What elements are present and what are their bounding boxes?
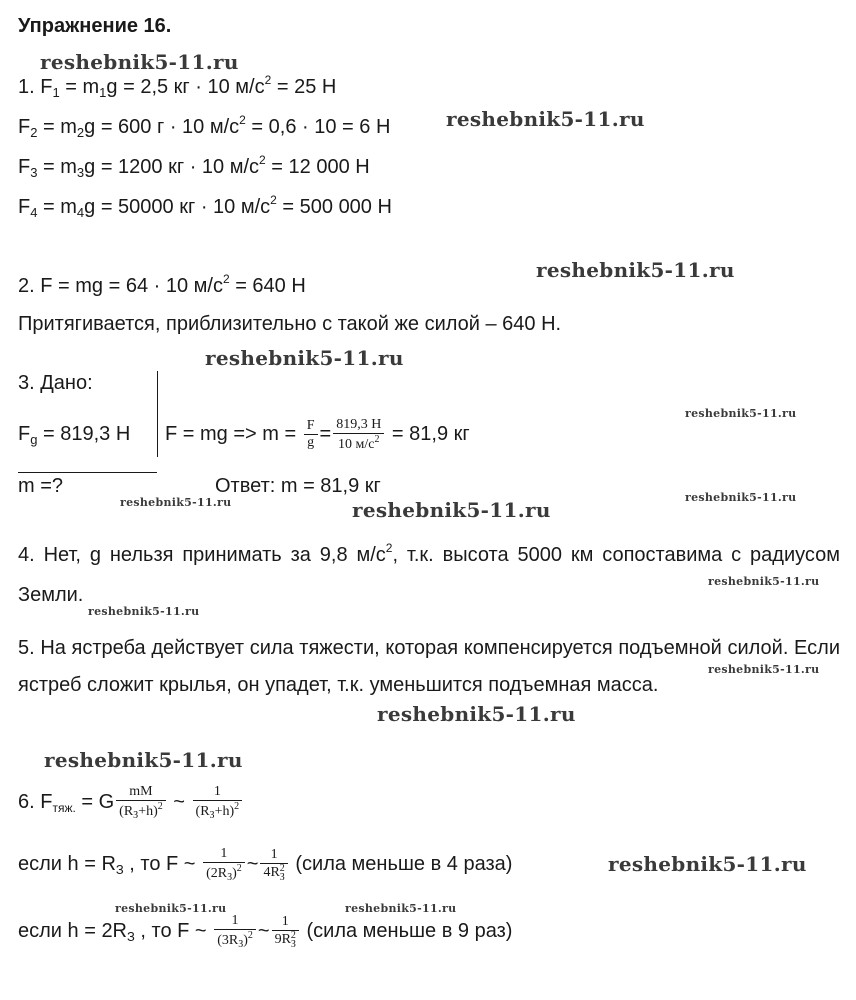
watermark: reshebnik5-11.ru — [115, 902, 227, 915]
fraction-3r: $\frac{1}{(3R_З)^2}$ — [214, 913, 256, 951]
watermark: reshebnik5-11.ru — [120, 496, 232, 509]
ex6-line-1: 6. $F_{тяж.} = G$ $\frac{mM}{(R_З+h)^2}$ ~ $\frac{1}{(R_З+h)^2}$ — [18, 774, 244, 836]
watermark: reshebnik5-11.ru — [685, 491, 797, 504]
ex1-line-3: $F_3 = m_3g = 1200$ кг · 10 $м/с^2 = 12$ 000 Н — [18, 153, 370, 180]
given-underline — [18, 472, 157, 473]
watermark: reshebnik5-11.ru — [44, 748, 243, 772]
watermark: reshebnik5-11.ru — [205, 346, 404, 370]
watermark: reshebnik5-11.ru — [685, 407, 797, 420]
watermark: reshebnik5-11.ru — [345, 902, 457, 915]
fraction-one: $\frac{1}{(R_З+h)^2}$ — [193, 784, 243, 822]
fraction-values: $\frac{819,3 Н}{10 м/с^2}$ — [333, 417, 384, 453]
ex5-text: 5. На ястреба действует сила тяжести, которая компенсируется подъемной силой. Если ястреб сложит крылья, он упадет, т.к. уменьшится подъемная масса. — [18, 637, 840, 696]
watermark: reshebnik5-11.ru — [377, 702, 576, 726]
watermark: reshebnik5-11.ru — [88, 605, 200, 618]
fraction-4r: 1 4R 2 З — [260, 847, 287, 882]
ex3-unknown: m =? — [18, 475, 64, 497]
watermark: reshebnik5-11.ru — [708, 575, 820, 588]
ex1-line-4: $F_4 = m_4g = 50000$ кг · 10 $м/с^2 = 500$ 000 Н — [18, 193, 392, 220]
fraction-2r: $\frac{1}{(2R_З)^2}$ — [203, 846, 245, 884]
fraction-mM: $\frac{mM}{(R_З+h)^2}$ — [116, 784, 166, 822]
watermark: reshebnik5-11.ru — [608, 852, 807, 876]
ex3-formula: F = mg => m = $\frac{F}{g}$ = $\frac{819,3 Н}{10 м/с^2}$ = 81,9 кг — [165, 416, 470, 452]
watermark: reshebnik5-11.ru — [536, 258, 735, 282]
watermark: reshebnik5-11.ru — [352, 498, 551, 522]
ex2-line-1: 2. F = mg = 64 · 10 $м/с^2 = 640$ Н — [18, 272, 306, 297]
ex3-given-fg: $F_g = 819,3$ Н — [18, 423, 131, 447]
given-divider — [157, 371, 158, 457]
ex2-line-2: Притягивается, приблизительно с такой же силой – 640 Н. — [18, 313, 562, 335]
fraction-f-over-g: $\frac{F}{g}$ — [304, 418, 318, 451]
ex1-line-1: 1. $F_1 = m_1g = 2,5$ кг · 10 $м/с^2 = 25$ Н — [18, 73, 337, 100]
ex6-line-2: если $h = R_З$ , то F ~ $\frac{1}{(2R_З)^2}$ ~ 1 4R 2 З (сила меньше в 4 раза) — [18, 845, 513, 884]
ex1-line-2: $F_2 = m_2g = 600$ г · 10 $м/с^2 = 0,6 \cdot 10 = 6$ Н — [18, 113, 391, 140]
page-title: Упражнение 16. — [18, 15, 172, 37]
watermark: reshebnik5-11.ru — [40, 50, 239, 74]
watermark: reshebnik5-11.ru — [708, 663, 820, 676]
ex3-given-label: 3. Дано: — [18, 372, 93, 394]
watermark: reshebnik5-11.ru — [446, 107, 645, 131]
ex4-text: 4. Нет, g нельзя принимать за 9,8 $м/с^2$, т.к. высота 5000 км сопоставима с радиусом Земли. — [18, 541, 840, 606]
fraction-9r: 1 9R 2 З — [272, 914, 299, 949]
ex6-line-3: если $h = 2R_З$ , то F ~ $\frac{1}{(3R_З)^2}$ ~ 1 9R 2 З (сила меньше в 9 раз) — [18, 912, 513, 951]
ex3-answer: Ответ: m = 81,9 кг — [215, 475, 381, 497]
